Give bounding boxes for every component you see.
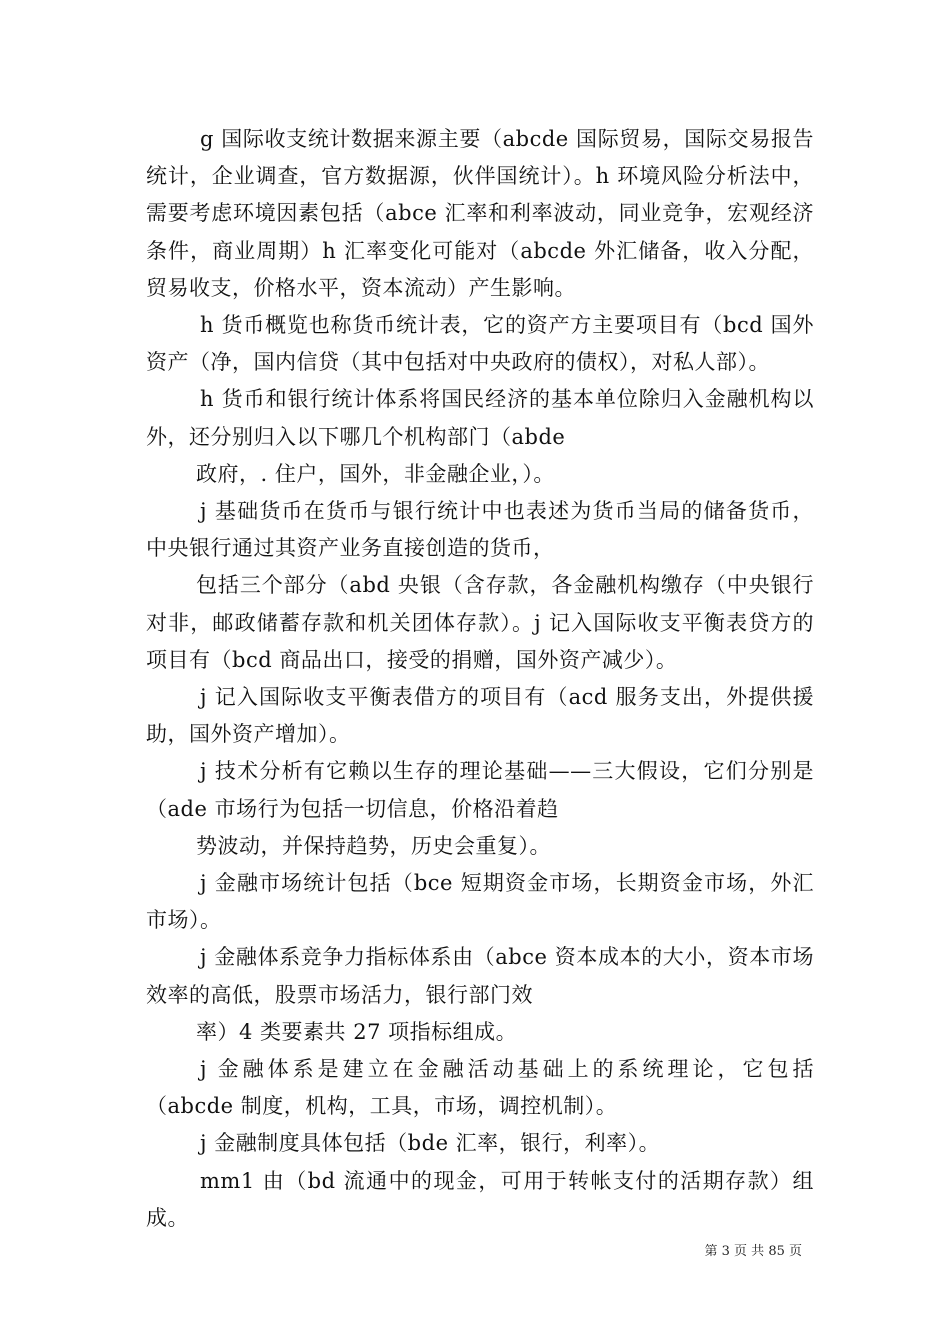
paragraph: j 记入国际收支平衡表借方的项目有（acd 服务支出，外提供援助，国外资产增加）。 [146, 685, 814, 747]
body-text [146, 121, 814, 1237]
paragraph: j 金融市场统计包括（bce 短期资金市场，长期资金市场，外汇市场）。 [146, 871, 814, 933]
paragraph: 势波动，并保持趋势，历史会重复）。 [196, 833, 551, 858]
paragraph: 包括三个部分（abd 央银（含存款，各金融机构缴存（中央银行对非，邮政储蓄存款和机关团体存款）。j 记入国际收支平衡表贷方的项目有（bcd 商品出口，接受的捐赠，国外资产减少）。 [146, 573, 814, 672]
paragraph: g 国际收支统计数据来源主要（abcde 国际贸易，国际交易报告统计，企业调查，官方数据源，伙伴国统计）。h 环境风险分析法中，需要考虑环境因素包括（abce 汇率和利率波动，同业竞争，宏观经济条件，商业周期）h 汇率变化可能对（abcde 外汇储备，收入分配，贸易收支，价格水平，资本流动）产生影响。 [146, 127, 814, 300]
paragraph: j 金融体系竞争力指标体系由（abce 资本成本的大小，资本市场效率的高低，股票市场活力，银行部门效 [146, 945, 814, 1007]
paragraph: j 基础货币在货币与银行统计中也表述为货币当局的储备货币，中央银行通过其资产业务直接创造的货币， [146, 499, 814, 561]
paragraph: j 金融制度具体包括（bde 汇率，银行，利率）。 [200, 1131, 661, 1156]
paragraph: mm1 由（bd 流通中的现金，可用于转帐支付的活期存款）组成。 [146, 1168, 814, 1230]
paragraph: h 货币和银行统计体系将国民经济的基本单位除归入金融机构以外，还分别归入以下哪几个机构部门（abde [146, 387, 814, 449]
paragraph: j 金融体系是建立在金融活动基础上的系统理论，它包括（abcde 制度，机构，工具，市场，调控机制）。 [146, 1057, 814, 1119]
paragraph: 政府，. 住户，国外，非金融企业，）。 [196, 461, 555, 486]
paragraph: j 技术分析有它赖以生存的理论基础——三大假设，它们分别是（ade 市场行为包括一切信息，价格沿着趋 [146, 759, 814, 821]
paragraph: h 货币概览也称货币统计表，它的资产方主要项目有（bcd 国外资产（净，国内信贷（其中包括对中央政府的债权），对私人部）。 [146, 313, 814, 375]
page-number: 第 3 页 共 85 页 [704, 1244, 802, 1259]
paragraph: 率）4 类要素共 27 项指标组成。 [196, 1019, 518, 1044]
